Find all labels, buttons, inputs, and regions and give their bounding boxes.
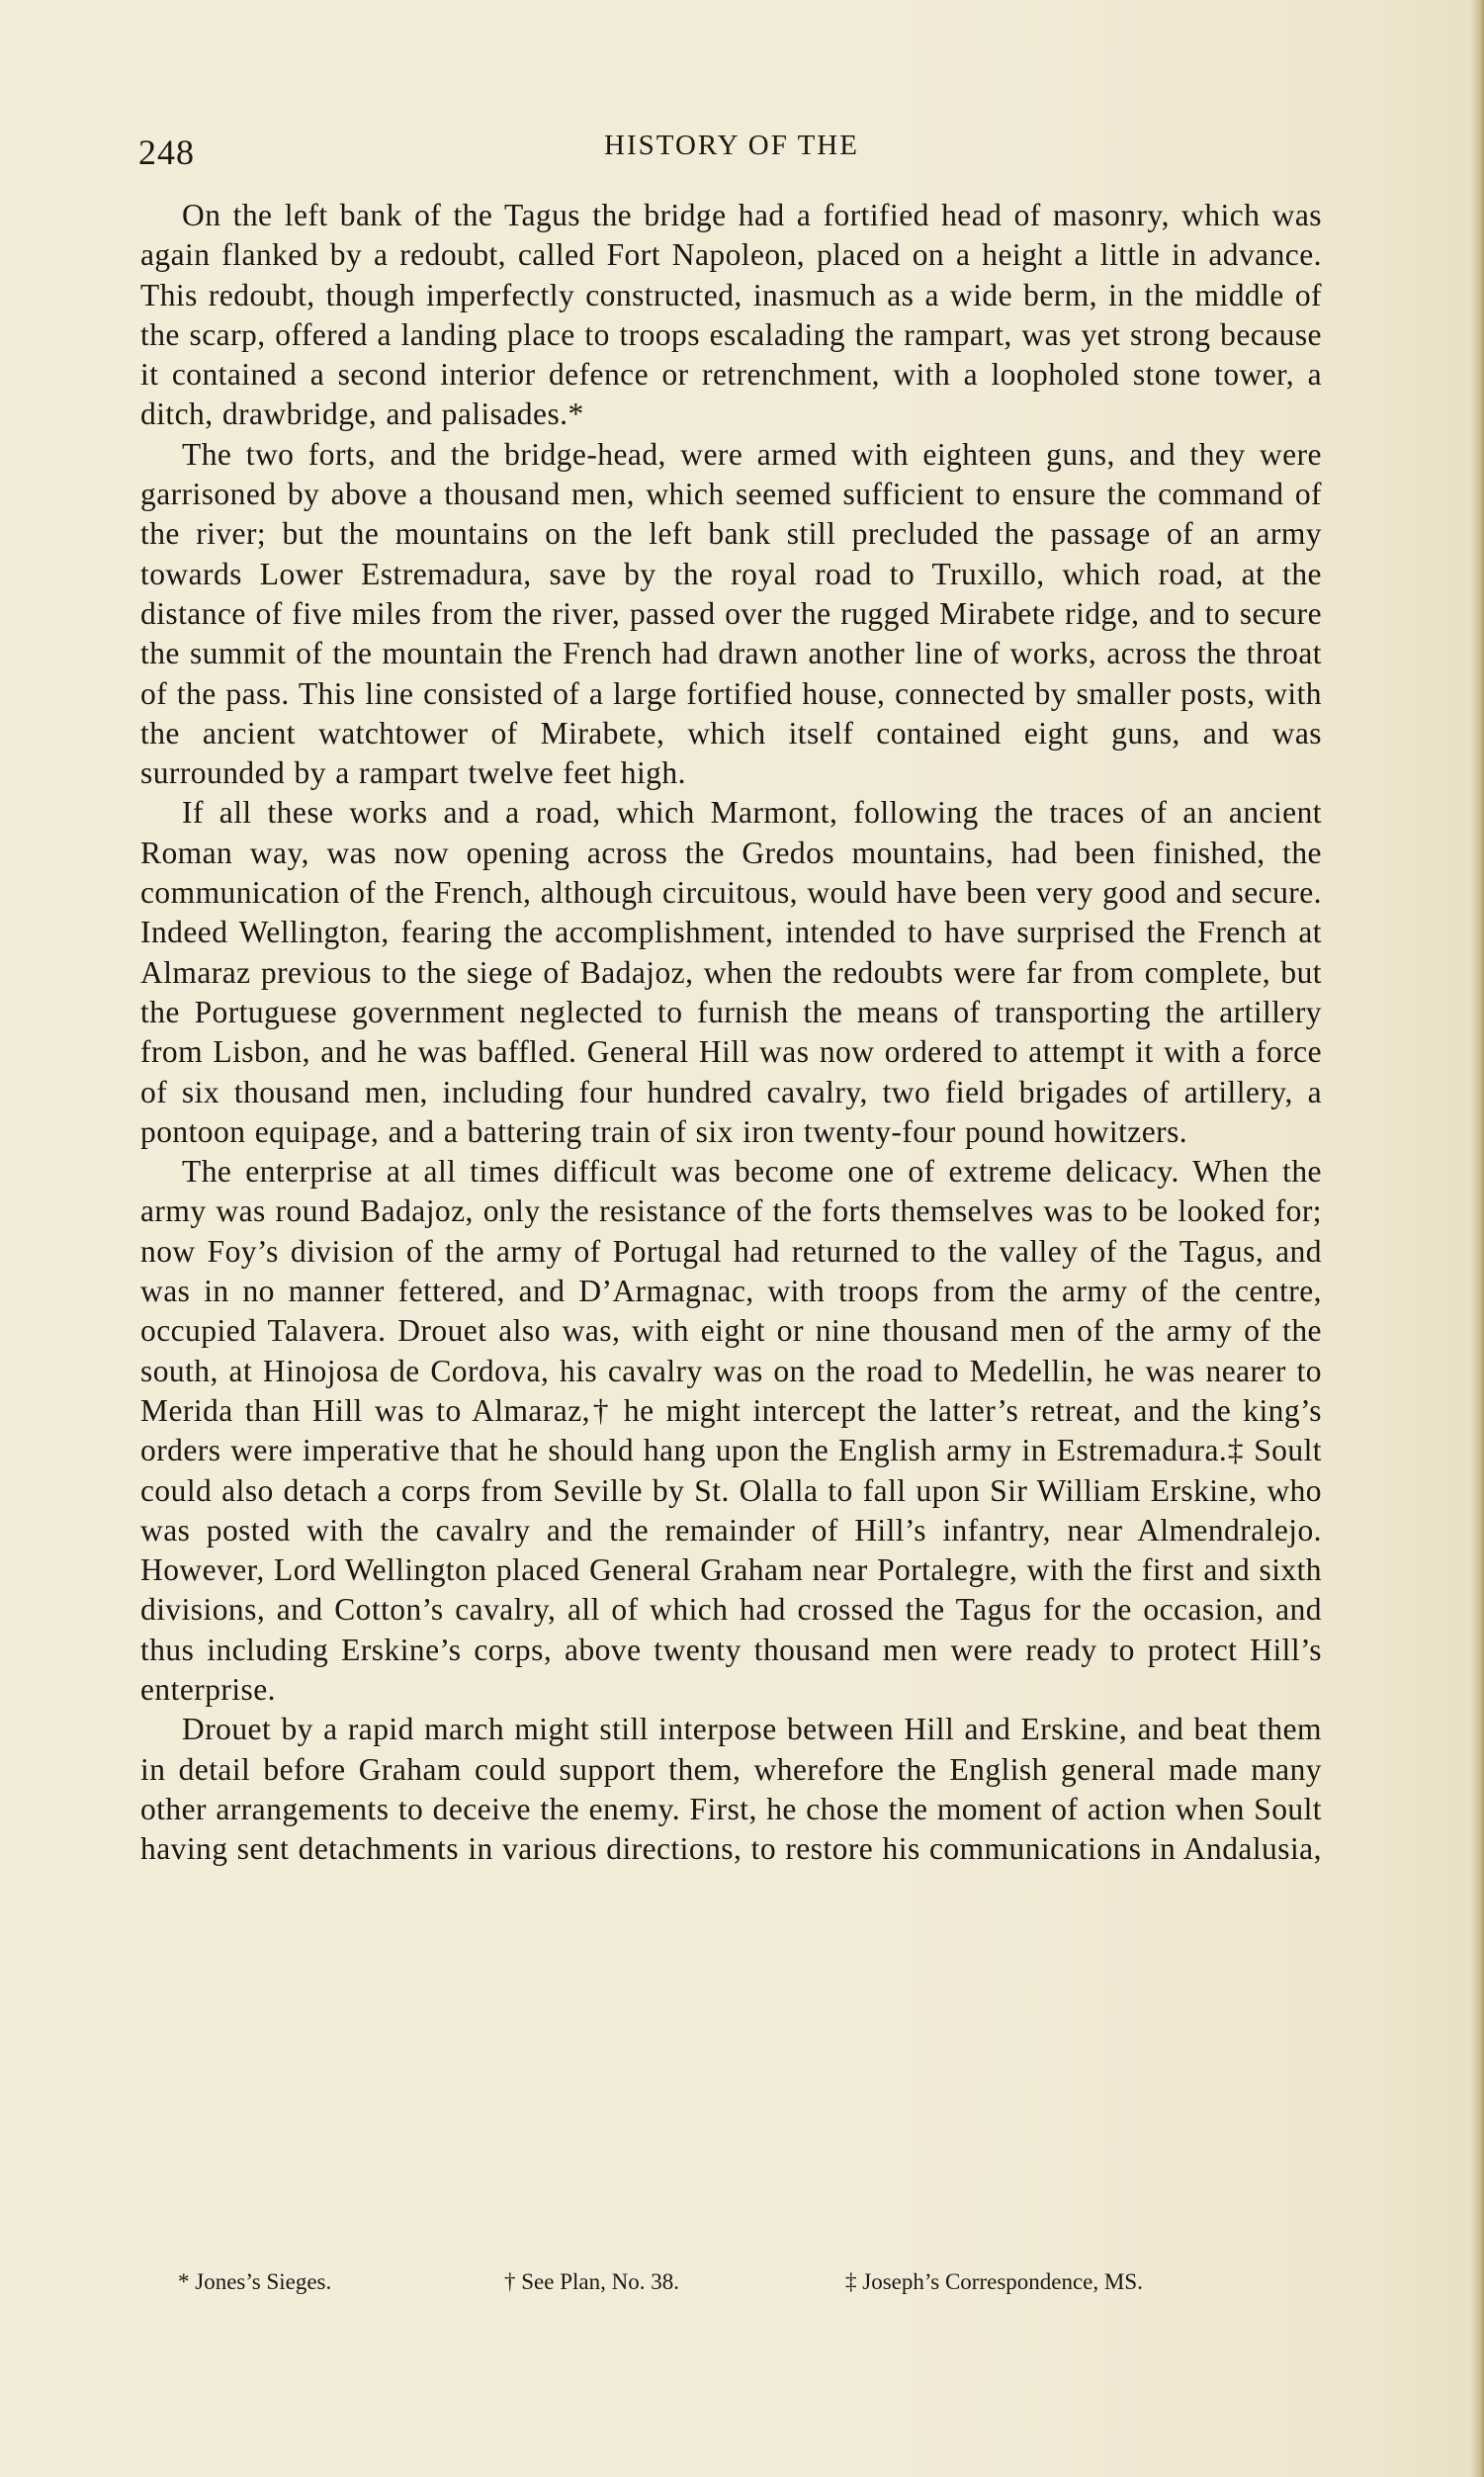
body-text: [140, 196, 1322, 1869]
paragraph: The two forts, and the bridge-head, were armed with eighteen guns, and they were garrisoned by above a thousand men, which seemed sufficient to ensure the command of the river; but the mountains on the left bank still precluded the passage of an army towards Lower Estremadura, save by the royal road to Truxillo, which road, at the distance of five miles from the river, passed over the rugged Mirabete ridge, and to secure the summit of the mountain the French had drawn another line of works, across the throat of the pass. This line consisted of a large fortified house, connected by smaller posts, with the ancient watchtower of Mirabete, which itself contained eight guns, and was surrounded by a rampart twelve feet high.: [140, 436, 1322, 791]
footnote-jones-sieges: * Jones’s Sieges.: [178, 2269, 332, 2294]
footnote-josephs-correspondence: ‡ Joseph’s Correspondence, MS.: [845, 2269, 1143, 2294]
footnotes: [178, 2269, 1285, 2309]
paragraph: On the left bank of the Tagus the bridge had a fortified head of masonry, which was again flanked by a redoubt, called Fort Napoleon, placed on a height a little in advance. This redoubt, though imperfectly constructed, inasmuch as a wide berm, in the middle of the scarp, offered a landing place to troops escalading the rampart, was yet strong because it contained a second interior defence or retrenchment, with a loopholed stone tower, a ditch, drawbridge, and palisades.*: [140, 198, 1322, 432]
footnote-see-plan: † See Plan, No. 38.: [504, 2269, 679, 2294]
page-edge-shadow: [1470, 0, 1484, 2477]
paragraph: If all these works and a road, which Marmont, following the traces of an ancient Roman way, was now opening across the Gredos mountains, had been finished, the communication of the French, although circuitous, would have been very good and secure. Indeed Wellington, fearing the accomplishment, intended to have surprised the French at Almaraz previous to the siege of Badajoz, when the redoubts were far from complete, but the Portuguese government neglected to furnish the means of transporting the artillery from Lisbon, and he was baffled. General Hill was now ordered to attempt it with a force of six thousand men, including four hundred cavalry, two field brigades of artillery, a pontoon equipage, and a battering train of six iron twenty-four pound howitzers.: [140, 795, 1322, 1149]
paragraph: Drouet by a rapid march might still interpose between Hill and Erskine, and beat them in detail before Graham could support them, wherefore the English general made many other arrangements to deceive the enemy. First, he chose the moment of action when Soult having sent detachments in various directions, to restore his communications in Andalusia,: [140, 1712, 1322, 1867]
running-head: HISTORY OF THE: [604, 130, 859, 161]
paragraph: The enterprise at all times difficult was become one of extreme delicacy. When the army was round Badajoz, only the resistance of the forts themselves was to be looked for; now Foy’s division of the army of Portugal had returned to the valley of the Tagus, and was in no manner fettered, and D’Armagnac, with troops from the army of the centre, occupied Talavera. Drouet also was, with eight or nine thousand men of the army of the south, at Hinojosa de Cordova, his cavalry was on the road to Medellin, he was nearer to Merida than Hill was to Almaraz,† he might intercept the latter’s retreat, and the king’s orders were imperative that he should hang upon the English army in Estremadura.‡ Soult could also detach a corps from Seville by St. Olalla to fall upon Sir William Erskine, who was posted with the cavalry and the remainder of Hill’s infantry, near Almendralejo. However, Lord Wellington placed General Graham near Portalegre, with the first and sixth divisions, and Cotton’s cavalry, all of which had crossed the Tagus for the occasion, and thus including Erskine’s corps, above twenty thousand men were ready to protect Hill’s enterprise.: [140, 1154, 1322, 1707]
page-header: [138, 124, 1325, 173]
page-number: 248: [138, 133, 195, 172]
